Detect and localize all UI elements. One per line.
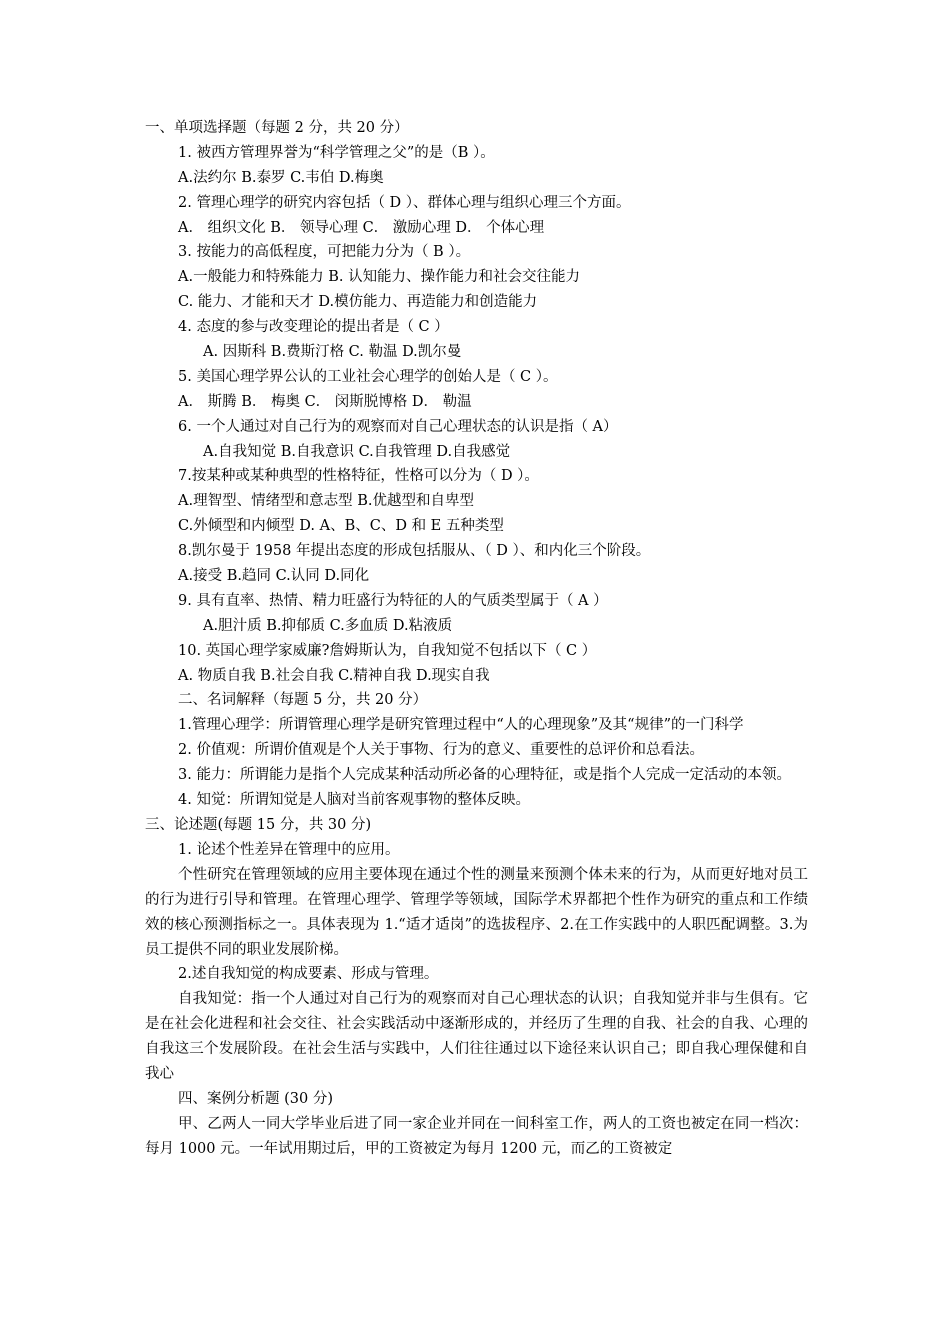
question-8-options: A.接受 B.趋同 C.认同 D.同化 [178, 568, 370, 585]
question-4-options: A. 因斯科 B.费斯汀格 C. 勒温 D.凯尔曼 [203, 344, 462, 361]
document-content [145, 116, 808, 1162]
question-3: 3. 按能力的高低程度，可把能力分为（ B ）。 [178, 244, 471, 261]
question-5-options: A． 斯腾 B． 梅奥 C． 闵斯脱博格 D． 勒温 [178, 393, 472, 410]
question-10-options: A. 物质自我 B.社会自我 C.精神自我 D.现实自我 [178, 667, 490, 684]
section-2-heading: 二、名词解释（每题 5 分，共 20 分） [178, 692, 428, 709]
term-definition-4: 4. 知觉：所谓知觉是人脑对当前客观事物的整体反映。 [178, 792, 530, 809]
question-9-options: A.胆汁质 B.抑郁质 C.多血质 D.粘液质 [203, 617, 453, 634]
section-3-heading: 三、论述题(每题 15 分，共 30 分) [145, 817, 372, 833]
question-2: 2. 管理心理学的研究内容包括（ D ）、群体心理与组织心理三个方面。 [178, 194, 631, 211]
question-7-options-a: A.理智型、情绪型和意志型 B.优越型和自卑型 [178, 493, 474, 510]
section-4-heading: 四、案例分析题 (30 分) [178, 1090, 333, 1107]
question-3-options-a: A.一般能力和特殊能力 B. 认知能力、操作能力和社会交往能力 [178, 269, 581, 286]
question-10: 10. 英国心理学家威廉?詹姆斯认为，自我知觉不包括以下（ C ） [178, 642, 597, 659]
essay-question-2: 2.述自我知觉的构成要素、形成与管理。 [178, 966, 439, 983]
question-8: 8.凯尔曼于 1958 年提出态度的形成包括服从、（ D ）、和内化三个阶段。 [178, 543, 651, 560]
question-2-options: A． 组织文化 B． 领导心理 C． 激励心理 D． 个体心理 [178, 219, 545, 236]
essay-answer-1: 个性研究在管理领域的应用主要体现在通过个性的测量来预测个体未来的行为，从而更好地对员工的行为进行引导和管理。在管理心理学、管理学等领域，国际学术界都把个性作为研究的重点和工作绩效的核心预测指标之一。具体表现为 1.“适才适岗”的选拔程序、2.在工作实践中的人职匹配调整。3.为员工提供不同的职业发展阶梯。 [145, 866, 808, 958]
question-6: 6. 一个人通过对自己行为的观察而对自己心理状态的认识是指（ A） [178, 418, 618, 435]
term-definition-2: 2. 价值观：所谓价值观是个人关于事物、行为的意义、重要性的总评价和总看法。 [178, 742, 704, 759]
question-1: 1. 被西方管理界誉为“科学管理之父”的是（B ）。 [178, 144, 495, 161]
question-5: 5. 美国心理学界公认的工业社会心理学的创始人是（ C ）。 [178, 368, 558, 385]
term-definition-1: 1.管理心理学：所谓管理心理学是研究管理过程中“人的心理现象”及其“规律”的一门科学 [178, 717, 744, 734]
question-4: 4. 态度的参与改变理论的提出者是（ C ） [178, 319, 449, 336]
section-1-heading: 一、单项选择题（每题 2 分，共 20 分） [145, 120, 409, 136]
question-7-options-b: C.外倾型和内倾型 D. A、B、C、D 和 E 五种类型 [178, 518, 504, 535]
question-6-options: A.自我知觉 B.自我意识 C.自我管理 D.自我感觉 [203, 443, 511, 460]
essay-answer-2: 自我知觉：指一个人通过对自己行为的观察而对自己心理状态的认识；自我知觉并非与生俱有。它是在社会化进程和社会交往、社会实践活动中逐渐形成的，并经历了生理的自我、社会的自我、心理的自我这三个发展阶段。在社会生活与实践中，人们往往通过以下途径来认识自己；即自我心理保健和自我心 [145, 991, 808, 1083]
question-3-options-b: C. 能力、才能和天才 D.模仿能力、再造能力和创造能力 [178, 294, 538, 311]
question-9: 9. 具有直率、热情、精力旺盛行为特征的人的气质类型属于（ A ） [178, 592, 608, 609]
essay-question-1: 1. 论述个性差异在管理中的应用。 [178, 841, 400, 858]
question-1-options: A.法约尔 B.泰罗 C.韦伯 D.梅奥 [178, 169, 384, 186]
case-paragraph: 甲、乙两人一同大学毕业后进了同一家企业并同在一间科室工作，两人的工资也被定在同一档次：每月 1000 元。一年试用期过后，甲的工资被定为每月 1200 元，而乙的工资被定 [145, 1115, 808, 1157]
question-7: 7.按某种或某种典型的性格特征，性格可以分为（ D ）。 [178, 468, 539, 485]
term-definition-3: 3. 能力：所谓能力是指个人完成某种活动所必备的心理特征，或是指个人完成一定活动的本领。 [178, 767, 791, 784]
